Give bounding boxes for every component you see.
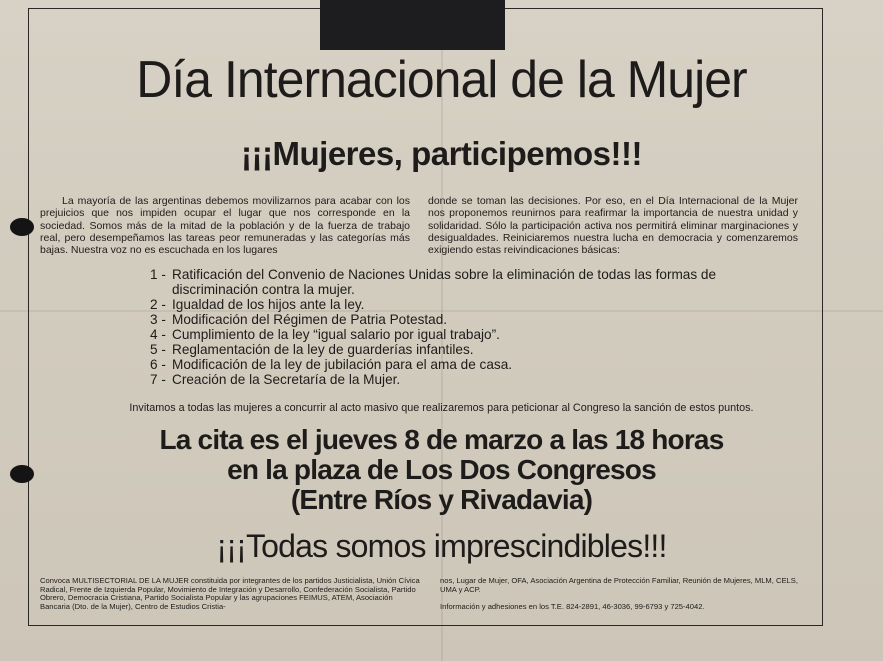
intro-right-column: donde se toman las decisiones. Por eso, en el Día Internacional de la Mujer nos proponemos reunirnos para reafirmar la importancia de nuestra unidad y solidaridad. Sólo la participación activa nos permitirá eliminar marginaciones y desigualdades. Reiniciaremos nuestra lucha en democracia y comenzaremos exigiendo estas reivindicaciones básicas:: [428, 195, 798, 257]
subheadline: ¡¡¡Mujeres, participemos!!!: [241, 135, 642, 172]
headline: Día Internacional de la Mujer: [136, 51, 747, 109]
list-number: 5 -: [150, 342, 166, 357]
list-text: Creación de la Secretaría de la Mujer.: [172, 372, 401, 387]
event-address-line: (Entre Ríos y Rivadavia): [290, 484, 593, 515]
list-text: Modificación de la ley de jubilación para el ama de casa.: [172, 357, 513, 372]
footer: [40, 577, 800, 612]
list-text: Reglamentación de la ley de guarderías infantiles.: [172, 342, 474, 357]
list-item: [150, 357, 750, 372]
punch-hole-top: [10, 218, 34, 236]
list-item: [150, 297, 750, 312]
list-number: 6 -: [150, 357, 166, 372]
list-text: Cumplimiento de la ley “igual salario por igual trabajo”.: [172, 327, 500, 342]
event-details: [0, 425, 883, 515]
list-item: [150, 312, 750, 327]
black-tape: [320, 0, 505, 50]
event-date-line: La cita es el jueves 8 de marzo a las 18 horas: [159, 424, 724, 455]
footer-contact-info: Información y adhesiones en los T.E. 824-2891, 46-3036, 99-6793 y 725-4042.: [440, 602, 705, 612]
list-number: 4 -: [150, 327, 166, 342]
list-item: [150, 342, 750, 357]
list-item: [150, 327, 750, 342]
slogan: ¡¡¡Todas somos imprescindibles!!!: [216, 528, 667, 564]
event-place-line: en la plaza de Los Dos Congresos: [227, 454, 656, 485]
list-text: Ratificación del Convenio de Naciones Unidas sobre la eliminación de todas las formas de discriminación contra la mujer.: [172, 267, 717, 297]
list-item: [150, 267, 750, 297]
list-number: 2 -: [150, 297, 166, 312]
invitation-text: Invitamos a todas las mujeres a concurrir al acto masivo que realizaremos para peticionar al Congreso la sanción de estos puntos.: [129, 402, 754, 414]
list-text: Modificación del Régimen de Patria Potestad.: [172, 312, 448, 327]
demands-list: [150, 267, 750, 387]
intro-text: [40, 195, 798, 256]
list-number: 3 -: [150, 312, 166, 327]
footer-left: Convoca MULTISECTORIAL DE LA MUJER constituida por integrantes de los partidos Justicialista, Unión Cívica Radical, Frente de Izquierda Popular, Movimiento de Integración y Desarrollo, Confederación Socialista, Partido Obrero, Democracia Cristiana, Partido Socialista Popular y las agrupaciones FEIMUS, ATEM, Asociación Bancaria (Dto. de la Mujer), Centro de Estudios Cristia-: [40, 576, 420, 612]
footer-right-block: [440, 577, 800, 612]
intro-left-column: La mayoría de las argentinas debemos movilizarnos para acabar con los prejuicios que nos impiden ocupar el lugar que nos corresponde en la sociedad. Somos más de la mitad de la población y de la fuerza de trabajo real, pero desempeñamos las tareas peor remuneradas y las categorías más bajas. Nuestra voz no es escuchada en los lugares: [40, 195, 410, 257]
list-number: 7 -: [150, 372, 166, 387]
list-number: 1 -: [150, 267, 166, 282]
list-text: Igualdad de los hijos ante la ley.: [172, 297, 365, 312]
list-item: [150, 372, 750, 387]
footer-right: nos, Lugar de Mujer, OFA, Asociación Argentina de Protección Familiar, Reunión de Mujeres, MLM, CELS, UMA y ACP.: [440, 576, 798, 594]
